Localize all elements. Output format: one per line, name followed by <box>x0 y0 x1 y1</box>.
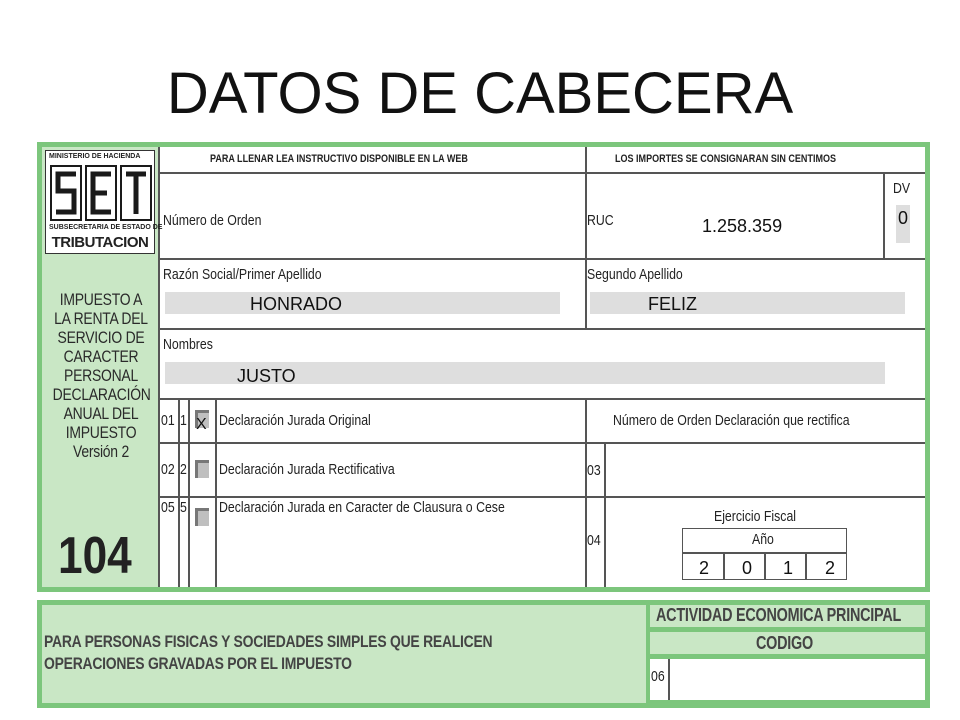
form-side-title: IMPUESTO A LA RENTA DEL SERVICIO DE CARACTER PERSONAL DECLARACIÓN ANUAL DEL IMPUESTO Versión 2 <box>52 290 151 461</box>
segundo-apellido-field[interactable] <box>590 292 905 314</box>
row-label-clausura: Declaración Jurada en Caracter de Clausura o Cese <box>219 499 505 516</box>
logo-bottom-line: TRIBUTACION <box>51 234 149 251</box>
set-logo <box>45 150 163 254</box>
codigo-label: CODIGO <box>756 633 813 653</box>
logo-sub-line: SUBSECRETARIA DE ESTADO DE <box>49 224 163 231</box>
row-label-original: Declaración Jurada Original <box>219 412 371 429</box>
header-instructions: PARA LLENAR LEA INSTRUCTIVO DISPONIBLE EN LA WEB <box>210 153 468 165</box>
checkbox-rectificativa[interactable] <box>195 460 209 478</box>
dv-label: DV <box>893 180 911 197</box>
row-code-02: 02 <box>161 461 175 478</box>
segundo-apellido-label: Segundo Apellido <box>587 266 683 283</box>
checkbox-clausura[interactable] <box>195 508 209 526</box>
row-sub-1: 1 <box>180 412 187 429</box>
bottom-left-text-line1: PARA PERSONAS FISICAS Y SOCIEDADES SIMPLES QUE REALICEN <box>44 632 493 651</box>
year-digit-4[interactable]: 2 <box>825 558 836 578</box>
code-06: 06 <box>651 668 665 685</box>
rectifica-label: Número de Orden Declaración que rectifica <box>613 412 850 429</box>
code-04: 04 <box>587 532 601 549</box>
checkbox-original-mark: X <box>196 416 207 433</box>
numero-orden-label: Número de Orden <box>163 212 262 229</box>
nombres-value: JUSTO <box>237 366 296 386</box>
row-sub-5: 5 <box>180 499 187 516</box>
set-logo-letters <box>49 164 153 222</box>
nombres-label: Nombres <box>163 336 213 353</box>
ejercicio-fiscal-label: Ejercicio Fiscal <box>714 508 797 525</box>
header-importes: LOS IMPORTES SE CONSIGNARAN SIN CENTIMOS <box>615 153 837 165</box>
ruc-value[interactable]: 1.258.359 <box>702 216 783 236</box>
razon-social-field[interactable] <box>165 292 560 314</box>
row-code-05: 05 <box>161 499 175 516</box>
anio-label: Año <box>752 531 774 548</box>
actividad-economica-label: ACTIVIDAD ECONOMICA PRINCIPAL <box>656 605 902 625</box>
form-number: 104 <box>58 527 132 585</box>
row-label-rectificativa: Declaración Jurada Rectificativa <box>219 461 395 478</box>
year-digit-3[interactable]: 1 <box>783 558 794 578</box>
bottom-left-text-line2: OPERACIONES GRAVADAS POR EL IMPUESTO <box>44 654 352 673</box>
logo-top-line: MINISTERIO DE HACIENDA <box>49 153 141 160</box>
row-code-01: 01 <box>161 412 175 429</box>
segundo-apellido-value: FELIZ <box>648 294 698 314</box>
razon-social-label: Razón Social/Primer Apellido <box>163 266 322 283</box>
dv-value: 0 <box>898 208 909 228</box>
row-sub-2: 2 <box>180 461 187 478</box>
year-digit-1[interactable]: 2 <box>699 558 710 578</box>
slide-title: DATOS DE CABECERA <box>166 61 794 126</box>
year-digit-2[interactable]: 0 <box>742 558 753 578</box>
codigo-field[interactable] <box>650 659 925 700</box>
code-03: 03 <box>587 462 601 479</box>
ruc-label: RUC <box>587 212 614 229</box>
razon-social-value: HONRADO <box>250 294 343 314</box>
